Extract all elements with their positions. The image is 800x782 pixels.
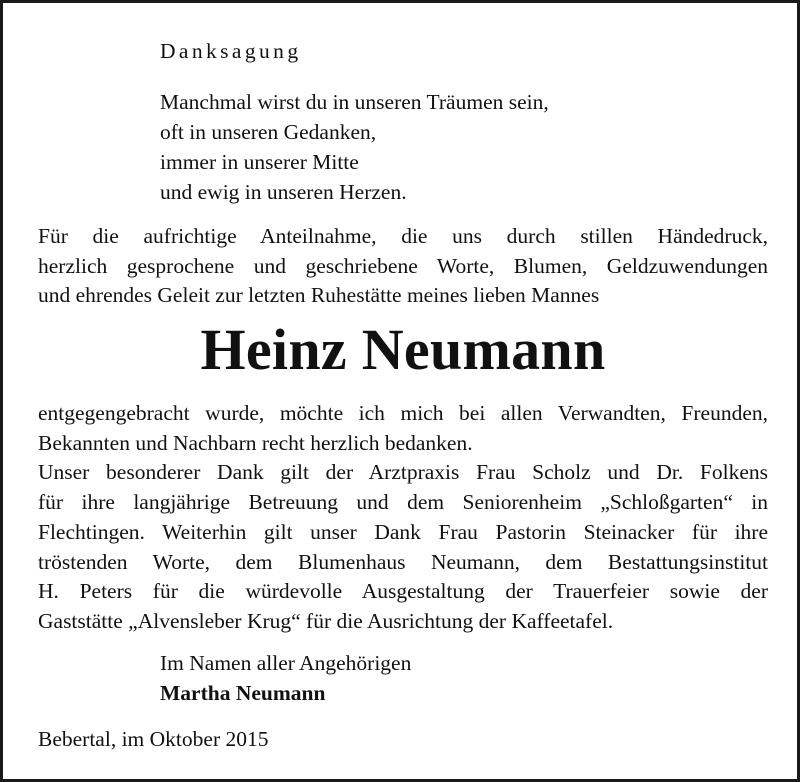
signature-block <box>160 648 411 708</box>
poem-line: oft in unseren Gedanken, <box>160 120 377 144</box>
body-line: Bekannten und Nachbarn recht herzlich bedanken. <box>38 430 473 455</box>
signature-line: Im Namen aller Angehörigen <box>160 651 412 675</box>
intro-line: herzlich gesprochene und geschriebene Worte, Blumen, Geldzuwendungen <box>38 253 768 278</box>
deceased-name: Heinz Neumann <box>200 317 606 382</box>
intro-paragraph <box>38 222 768 311</box>
body-line: entgegengebracht wurde, möchte ich mich bei allen Verwandten, Freunden, <box>38 401 768 425</box>
poem-line: und ewig in unseren Herzen. <box>160 180 407 204</box>
poem-line: immer in unserer Mitte <box>160 150 359 174</box>
place-date: Bebertal, im Oktober 2015 <box>38 727 269 751</box>
intro-line: und ehrendes Geleit zur letzten Ruhestätte meines lieben Mannes <box>38 283 600 308</box>
signature-name: Martha Neumann <box>160 681 326 705</box>
body-line: für ihre langjährige Betreuung und dem Seniorenheim „Schloßgarten“ in <box>38 490 768 515</box>
poem <box>160 87 549 207</box>
poem-line: Manchmal wirst du in unseren Träumen sein, <box>160 90 549 114</box>
body-line: tröstenden Worte, dem Blumenhaus Neumann, dem Bestattungsinstitut <box>38 549 768 574</box>
body-line: Gaststätte „Alvensleber Krug“ für die Ausrichtung der Kaffeetafel. <box>38 608 614 633</box>
notice-heading: Danksagung <box>160 39 302 63</box>
intro-line: Für die aufrichtige Anteilnahme, die uns durch stillen Händedruck, <box>38 224 768 248</box>
body-line: Flechtingen. Weiterhin gilt unser Dank Frau Pastorin Steinacker für ihre <box>38 519 768 544</box>
body-line: H. Peters für die würdevolle Ausgestaltung der Trauerfeier sowie der <box>38 579 768 604</box>
body-line: Unser besonderer Dank gilt der Arztpraxis Frau Scholz und Dr. Folkens <box>38 460 768 485</box>
thanks-paragraph <box>38 399 768 637</box>
